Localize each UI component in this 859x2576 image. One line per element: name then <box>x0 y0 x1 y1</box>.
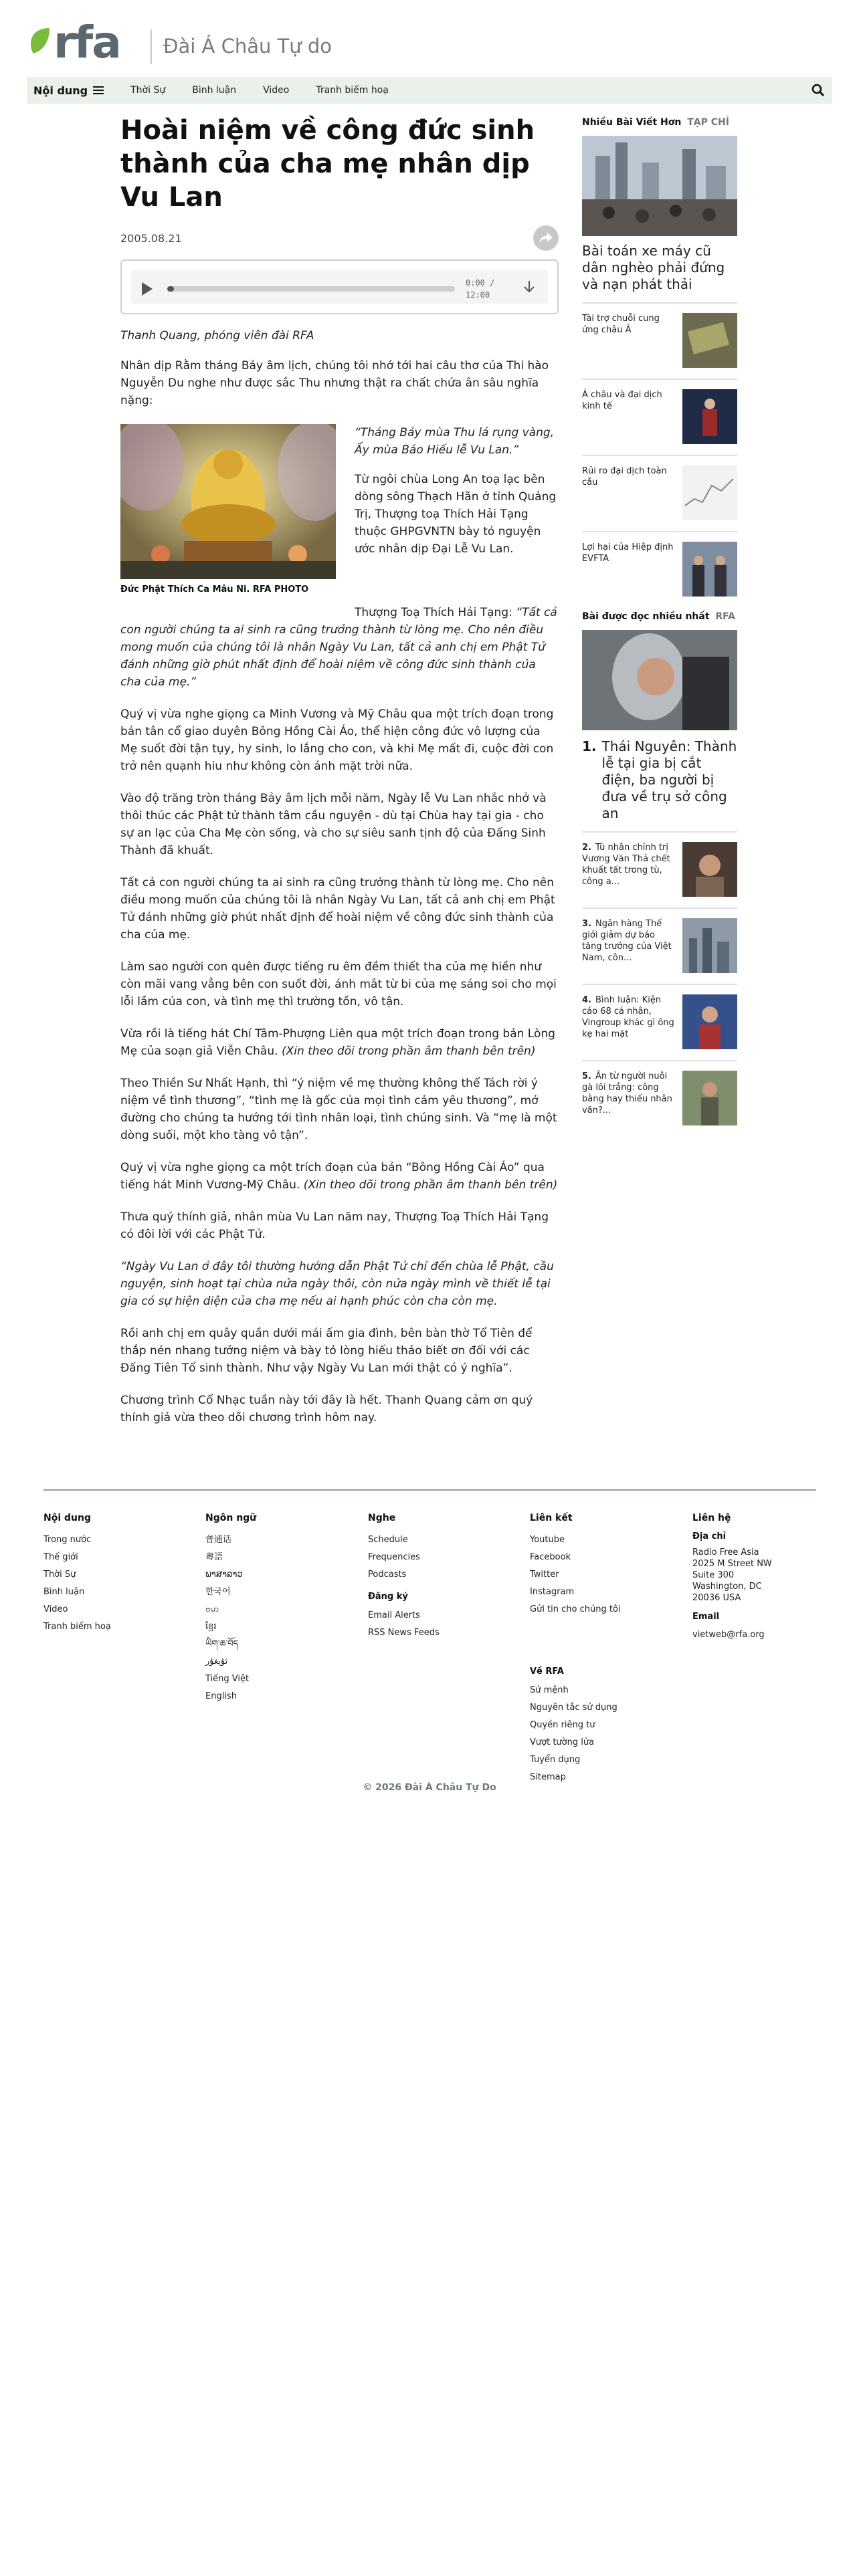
footer-link[interactable]: Quyền riêng tư <box>530 1720 595 1730</box>
footer-link[interactable]: Video <box>43 1604 68 1614</box>
footer-link[interactable]: Facebook <box>530 1552 571 1562</box>
sidebar-item[interactable] <box>582 455 737 522</box>
address-line: Radio Free Asia <box>692 1547 759 1558</box>
sidebar-item-title: Lợi hại của Hiệp định EVFTA <box>582 542 674 564</box>
search-icon[interactable] <box>811 83 826 98</box>
officials-image <box>682 542 737 597</box>
article-paragraph: Làm sao người con quên được tiếng ru êm đềm thiết tha của mẹ hiền như còn mãi vang vẳng bên con suốt đời, ánh mắt từ bi của mẹ sáng soi cho mọi lỗi lầm của con, và tình mẹ thì trường tồn, vô tận. <box>120 960 557 1008</box>
footer-link[interactable]: RSS News Feeds <box>368 1628 440 1638</box>
article-date: 2005.08.21 <box>120 231 182 245</box>
article-byline: Thanh Quang, phóng viên đài RFA <box>120 329 314 342</box>
most-read-text <box>582 1071 676 1127</box>
article-paragraph: Tất cả con người chúng ta ai sinh ra cũng trưởng thành từ lòng mẹ. Cho nên điều mong muốn của chúng tôi là nhân Ngày Vu Lan, tất cả anh chị em Phật Tử đánh những giờ phút nhất định để hoài niệm về công đức sinh thành của cha của mẹ. <box>120 876 555 942</box>
share-icon <box>539 232 553 244</box>
footer-col-content <box>43 1513 191 1636</box>
footer-col-title: Nội dung <box>43 1513 91 1523</box>
speaker-image <box>682 994 737 1049</box>
nav-menu-label: Nội dung <box>33 84 88 97</box>
footer-subtitle: Địa chỉ <box>692 1531 727 1541</box>
footer-link[interactable]: Thế giới <box>43 1552 78 1562</box>
most-read-number: 2. <box>582 843 591 853</box>
address-line: Washington, DC <box>692 1582 762 1592</box>
footer-link[interactable]: 粵語 <box>205 1552 223 1562</box>
copyright: © 2026 Đài Á Châu Tự Do <box>363 1782 496 1793</box>
share-button[interactable] <box>533 225 559 251</box>
rfa-logo[interactable] <box>27 19 144 67</box>
most-read-title: Ngân hàng Thế giới giảm dự báo tăng trưởng của Việt Nam, côn... <box>582 919 672 963</box>
article-paragraph <box>120 1159 559 1194</box>
nav-link-video[interactable]: Video <box>263 85 290 96</box>
footer-link[interactable]: ខ្មែរ <box>205 1622 217 1632</box>
sidebar-item[interactable] <box>582 531 737 598</box>
motorbike-traffic-image[interactable] <box>582 136 737 236</box>
sidebar-item-title: Rủi ro đại dịch toàn cầu <box>582 466 667 488</box>
article-paragraph: Theo Thiền Sư Nhất Hạnh, thì “ý niệm về mẹ thường không thể Tách rời ý niệm về tình thương”, “tình mẹ là gốc của mọi tình cảm yêu thương”, mở đường cho chúng ta hướng tới tình nhân loại, tình chúng sinh. Và “mẹ là một dòng suối, một kho tàng vô tận”. <box>120 1077 557 1142</box>
footer-col-links <box>530 1513 677 1786</box>
footer-link[interactable]: ཡིག་ཆ་བོད <box>205 1639 239 1649</box>
most-read-item[interactable] <box>582 907 737 974</box>
audio-progress-bar[interactable] <box>167 286 455 292</box>
article-paragraph: Chương trình Cổ Nhạc tuần này tới đây là hết. Thanh Quang cảm ơn quý thính giả vừa theo dõi chương trình hôm nay. <box>120 1394 533 1424</box>
sidebar-item[interactable] <box>582 379 737 445</box>
sidebar-item-title: Á châu và đại dịch kinh tế <box>582 390 662 411</box>
footer-divider <box>43 1489 816 1491</box>
play-icon[interactable] <box>142 282 153 296</box>
paragraph-note: (Xin theo dõi trong phần âm thanh bên trên) <box>303 1178 558 1192</box>
article-paragraph <box>120 1025 559 1060</box>
address-line: 20036 USA <box>692 1593 741 1603</box>
footer-link[interactable]: Vượt tường lửa <box>530 1737 595 1747</box>
footer-link[interactable]: Thời Sự <box>43 1570 76 1580</box>
figure-caption: Đức Phật Thích Ca Mâu Ni. RFA PHOTO <box>120 584 309 595</box>
audio-time <box>466 277 494 301</box>
most-read-title: Bình luận: Kiện cáo 68 cá nhân, Vingroup khác gì ông kẹ hai mặt <box>582 995 674 1039</box>
sidebar-lead-title[interactable]: Bài toán xe máy cũ dân nghèo phải đứng và nạn phát thải <box>582 243 725 292</box>
audio-time-total: 12:00 <box>466 290 490 300</box>
most-read-item[interactable] <box>582 831 737 898</box>
most-read-number: 1. <box>582 738 597 754</box>
article-paragraph: Rồi anh chị em quây quần dưới mái ấm gia đình, bên bàn thờ Tổ Tiên để thắp nén nhang tưởng niệm và bày tỏ lòng hiếu thảo biết ơn đối với các Đấng Tiên Tổ sinh thành. Như vậy Ngày Vu Lan mới thật có ý nghĩa”. <box>120 1327 533 1375</box>
nav-link-binh-luan[interactable]: Bình luận <box>192 85 237 96</box>
article-paragraph: Quý vị vừa nghe giọng ca Minh Vương và Mỹ Châu qua một trích đoạn trong bản tân cổ giao duyên Bông Hồng Cài Áo, thể hiện công đức vô lượng của Mẹ suốt đời tận tụy, hy sinh, lo lắng cho con, và khi Mẹ mất đi, cuộc đời con trở nên quạnh hiu như không còn ánh mặt trời nữa. <box>120 708 554 773</box>
article-figure <box>120 424 336 595</box>
article-meta <box>120 225 559 251</box>
footer-link[interactable]: Trong nước <box>43 1535 92 1545</box>
footer-col-title: Liên kết <box>530 1513 573 1523</box>
most-read-number: 5. <box>582 1071 591 1081</box>
speaker-paragraph <box>120 604 559 691</box>
main-nav <box>27 77 832 104</box>
sidebar-section-heading <box>582 611 737 622</box>
footer-col-contact <box>692 1513 816 1640</box>
footer-link[interactable]: Tranh biếm hoạ <box>43 1622 111 1632</box>
footer-link[interactable]: 한국어 <box>205 1587 231 1597</box>
stock-chart-image <box>682 465 737 520</box>
city-image <box>682 918 737 973</box>
paragraph-text: Vừa rồi là tiếng hát Chí Tâm-Phượng Liên qua một trích đoạn trong bản Lòng Mẹ của soạn giả Viễn Châu. <box>120 1027 555 1058</box>
most-read-text <box>582 918 676 974</box>
footer-subtitle: Đăng ký <box>368 1592 408 1602</box>
woman-crying-image[interactable] <box>582 630 737 730</box>
article-paragraph: Nhân dịp Rằm tháng Bảy âm lịch, chúng tôi nhớ tới hai câu thơ của Thi hào Nguyễn Du nghe như được sắc Thu nhưng thật ra chất chứa ân sâu nghĩa nặng: <box>120 359 549 407</box>
sidebar-section-tag: RFA <box>715 611 735 622</box>
podium-image <box>682 389 737 444</box>
paragraph-text: Quý vị vừa nghe giọng ca một trích đoạn của bản “Bông Hồng Cài Áo” qua tiếng hát Minh Vương-Mỹ Châu. <box>120 1161 545 1192</box>
footer-col-title: Nghe <box>368 1513 396 1523</box>
footer-link[interactable]: Tiếng Việt <box>205 1674 250 1684</box>
figure-row <box>120 424 559 595</box>
paragraph-note: (Xin theo dõi trong phần âm thanh bên trên) <box>281 1045 536 1058</box>
footer-link[interactable]: English <box>205 1691 237 1701</box>
footer-col-title: Liên hệ <box>692 1513 731 1523</box>
sidebar-item-title: Tài trợ chuỗi cung ứng châu Á <box>582 314 660 335</box>
site-name: Đài Á Châu Tự do <box>163 35 332 58</box>
footer-link[interactable]: Schedule <box>368 1535 408 1545</box>
sidebar-section-title: Nhiều Bài Viết Hơn <box>582 117 682 128</box>
sidebar-item[interactable] <box>582 302 737 369</box>
footer-link[interactable]: Frequencies <box>368 1552 420 1562</box>
audio-progress-fill <box>167 286 174 292</box>
most-read-title: Thái Nguyên: Thành lễ tại gia bị cắt điện, ba người bị đưa về trụ sở công an <box>601 738 737 821</box>
most-read-text <box>582 842 676 898</box>
buddha-statue-image <box>120 424 336 579</box>
logo-divider <box>151 29 152 64</box>
footer-col-listen <box>368 1513 515 1642</box>
footer-link[interactable]: Twitter <box>530 1570 559 1580</box>
article-paragraph <box>120 1258 559 1310</box>
money-image <box>682 313 737 368</box>
footer-link[interactable]: ဗမာ <box>205 1604 219 1614</box>
footer-link[interactable]: Tuyển dụng <box>530 1755 581 1765</box>
footer-email[interactable]: vietweb@rfa.org <box>692 1630 765 1640</box>
footer-link[interactable]: ພາສາລາວ <box>205 1570 243 1580</box>
nav-link-thoi-su[interactable]: Thời Sự <box>130 85 166 96</box>
article <box>120 114 559 1426</box>
site-header <box>0 0 859 77</box>
most-read-number: 4. <box>582 995 591 1005</box>
sidebar <box>582 117 737 1127</box>
most-read-title: Tù nhân chính trị Vương Văn Thả chết khuất tất trong tù, công a... <box>582 843 670 887</box>
footer-col-title: Ngôn ngữ <box>205 1513 257 1523</box>
quote-text: “Ngày Vu Lan ở đây tôi thường hướng dẫn Phật Tử chỉ đến chùa lễ Phật, cầu nguyện, sinh hoạt tại chùa nửa ngày thôi, còn nửa ngày mình về thiết lễ tại gia có sự hiện diện của cha mẹ nếu ai hạnh phúc còn cha còn mẹ. <box>120 1260 554 1308</box>
most-read-lead[interactable] <box>582 738 737 822</box>
side-paragraph: Từ ngôi chùa Long An toạ lạc bên dòng sông Thạch Hãn ở tỉnh Quảng Trị, Thượng toạ Thích Hải Tạng thuộc GHPGVNTN bày tỏ nguyện ước nhân dịp Đại Lễ Vu Lan. <box>355 473 557 556</box>
footer-link[interactable]: Bình luận <box>43 1587 85 1597</box>
footer-link[interactable]: Youtube <box>530 1535 565 1545</box>
farmer-image <box>682 1071 737 1125</box>
footer-link[interactable]: 普通话 <box>205 1535 232 1545</box>
most-read-item[interactable] <box>582 1060 737 1127</box>
sidebar-section-tag: TẠP CHÍ <box>687 117 729 128</box>
hamburger-icon <box>93 86 104 94</box>
footer-subtitle: Email <box>692 1612 720 1622</box>
most-read-item[interactable] <box>582 984 737 1051</box>
footer-link[interactable]: Email Alerts <box>368 1610 420 1620</box>
figure-side-text <box>355 424 559 570</box>
article-paragraph: Vào độ trăng tròn tháng Bảy âm lịch mỗi năm, Ngày lễ Vu Lan nhắc nhở và thôi thúc các Phật tử thành tâm cầu nguyện - dù tại Chùa hay tại gia - cho sự an lạc của Cha Mẹ còn sống, và cho sự siêu sanh tịnh độ của Đấng Sinh Thành đã khuất. <box>120 792 547 857</box>
audio-player <box>120 259 559 314</box>
most-read-title: Ăn từ người nuôi gà lôi trắng: công bằng hay thiếu nhân văn?... <box>582 1071 672 1115</box>
footer-col-languages <box>205 1513 353 1705</box>
footer-link[interactable]: ئۇيغۇر <box>205 1656 228 1667</box>
speaker-quote: “Tất cả con người chúng ta ai sinh ra cũng trưởng thành từ lòng mẹ. Cho nên điều mong muốn của chúng tôi là nhân Ngày Vu Lan, tất cả anh chị em Phật Tử đánh những giờ phút nhất định để hoài niệm về công đức sinh thành của cha của mẹ.” <box>120 606 557 689</box>
download-icon[interactable] <box>522 280 536 296</box>
footer-link[interactable]: Instagram <box>530 1587 575 1597</box>
nav-link-tranh-biem-hoa[interactable]: Tranh biếm hoạ <box>316 85 389 96</box>
address-line: Suite 300 <box>692 1570 735 1580</box>
footer-link[interactable]: Sitemap <box>530 1772 566 1782</box>
speaker-name: Thượng Toạ Thích Hải Tạng: <box>355 606 512 619</box>
poem-quote: “Tháng Bảy mùa Thu lá rụng vàng, Ấy mùa Báo Hiếu lễ Vu Lan.” <box>355 426 555 457</box>
article-paragraph: Thưa quý thính giả, nhân mùa Vu Lan năm nay, Thượng Toạ Thích Hải Tạng có đôi lời với các Phật Tử. <box>120 1210 549 1241</box>
footer-link[interactable]: Podcasts <box>368 1570 407 1580</box>
address-line: 2025 M Street NW <box>692 1559 772 1569</box>
portrait-image <box>682 842 737 897</box>
nav-menu-button[interactable] <box>33 84 104 97</box>
footer-subtitle: Về RFA <box>530 1667 564 1677</box>
footer-link[interactable]: Nguyên tắc sử dụng <box>530 1703 617 1713</box>
audio-time-current: 0:00 / <box>466 278 495 288</box>
sidebar-section-title: Bài được đọc nhiều nhất <box>582 611 710 622</box>
sidebar-section-heading <box>582 117 737 128</box>
svg-text:rfa: rfa <box>54 19 120 67</box>
footer-link[interactable]: Sứ mệnh <box>530 1685 569 1695</box>
most-read-text <box>582 994 676 1051</box>
footer-link[interactable]: Gửi tin cho chúng tôi <box>530 1604 621 1614</box>
most-read-number: 3. <box>582 919 591 929</box>
article-title: Hoài niệm về công đức sinh thành của cha mẹ nhân dịp Vu Lan <box>120 115 535 213</box>
